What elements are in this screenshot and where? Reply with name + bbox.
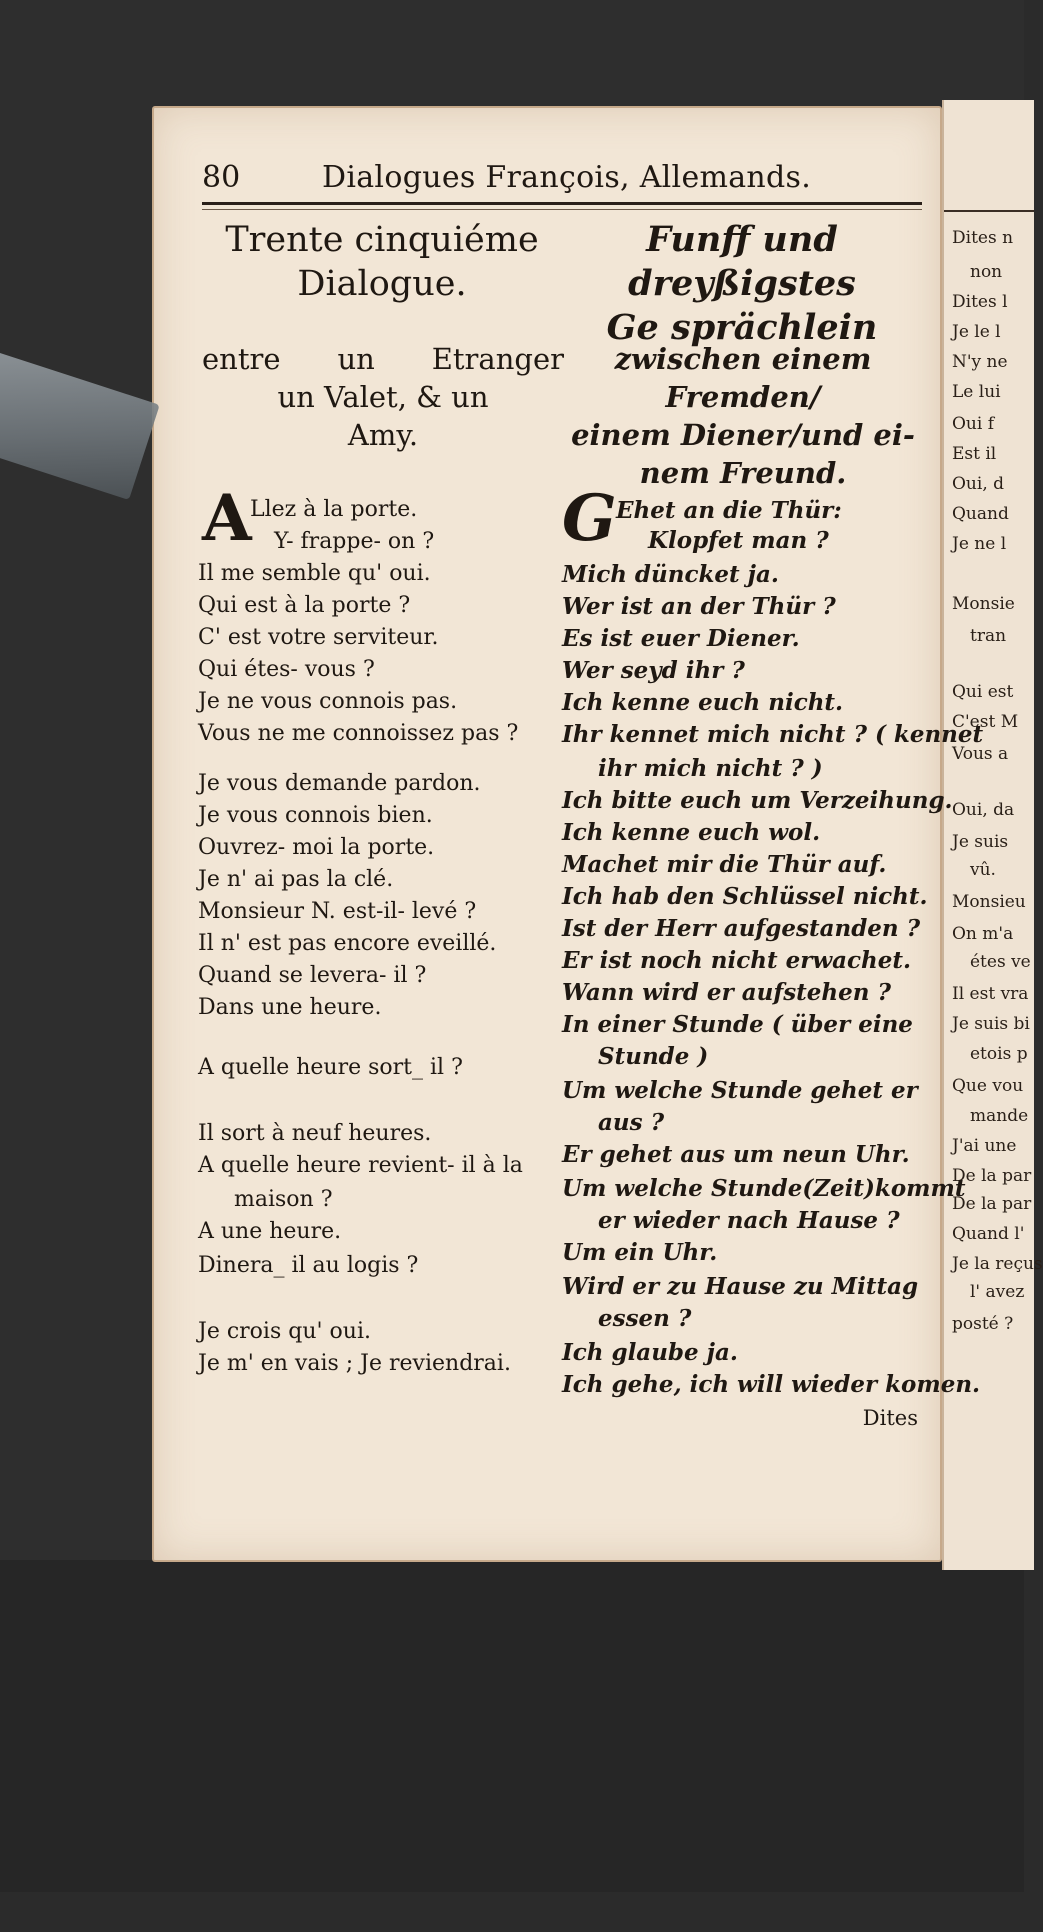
dialogue-line: Er gehet aus um neun Uhr.: [562, 1141, 910, 1168]
dialogue-line: Mich düncket ja.: [562, 561, 779, 588]
title-german-line: Funff und dreyßigstes: [628, 219, 856, 304]
facing-page-line: Vous a: [952, 744, 1009, 764]
dialogue-line: C' est votre serviteur.: [198, 625, 439, 650]
dialogue-line: Vous ne me connoissez pas ?: [198, 721, 519, 746]
facing-page-line: mande: [970, 1106, 1029, 1126]
running-head: Dialogues François, Allemands.: [322, 160, 812, 195]
dialogue-line: Um welche Stunde gehet er: [562, 1077, 918, 1104]
subtitle-word: entre: [202, 342, 281, 376]
header-rule-thin: [202, 209, 922, 210]
dialogue-line: aus ?: [598, 1109, 665, 1136]
dialogue-line: Quand se levera- il ?: [198, 963, 427, 988]
dialogue-line: Je vous connois bien.: [198, 803, 433, 828]
facing-page-line: l' avez: [970, 1282, 1025, 1302]
dialogue-line: Ich kenne euch wol.: [562, 819, 821, 846]
dialogue-line: er wieder nach Hause ?: [598, 1207, 900, 1234]
dialogue-line: Wird er zu Hause zu Mittag: [562, 1273, 919, 1300]
dialogue-line: Je crois qu' oui.: [198, 1319, 371, 1344]
dialogue-line: Ihr kennet mich nicht ? ( kennet: [562, 721, 984, 748]
dialogue-line: Je vous demande pardon.: [198, 771, 481, 796]
facing-page-line: Oui, d: [952, 474, 1005, 494]
facing-page-line: étes ve: [970, 952, 1031, 972]
page-number: 80: [202, 160, 241, 195]
facing-page-line: Je suis bi: [952, 1014, 1030, 1034]
dialogue-line: Wann wird er aufstehen ?: [562, 979, 891, 1006]
dialogue-line: Monsieur N. est-il- levé ?: [198, 899, 477, 924]
dialogue-line: Klopfet man ?: [648, 527, 829, 554]
facing-page-line: Le lui: [952, 382, 1001, 402]
facing-page-line: Je le l: [952, 322, 1001, 342]
facing-page-line: C'est M: [952, 712, 1019, 732]
dialogue-line: Je n' ai pas la clé.: [198, 867, 394, 892]
facing-page-line: Il est vra: [952, 984, 1029, 1004]
subtitle-word: un: [337, 342, 375, 376]
subtitle-line: zwischen einem Fremden/: [614, 342, 872, 414]
title-french-line: Trente cinquiéme: [225, 220, 539, 260]
dialogue-line: Qui est à la porte ?: [198, 593, 411, 618]
dialogue-line: Il me semble qu' oui.: [198, 561, 431, 586]
facing-page-line: Qui est: [952, 682, 1014, 702]
facing-page-line: Je ne l: [952, 534, 1007, 554]
dialogue-line: Es ist euer Diener.: [562, 625, 800, 652]
facing-page-line: Est il: [952, 444, 997, 464]
dialogue-line: Llez à la porte.: [250, 497, 418, 522]
facing-page-line: vû.: [970, 860, 996, 880]
dialogue-line: Wer ist an der Thür ?: [562, 593, 836, 620]
dialogue-line: Ouvrez- moi la porte.: [198, 835, 435, 860]
dialogue-line: Dinera_ il au logis ?: [198, 1253, 419, 1278]
dialogue-line: Ist der Herr aufgestanden ?: [562, 915, 921, 942]
facing-page: [942, 100, 1043, 1570]
title-french: [202, 218, 562, 306]
facing-page-line: Je la reçus: [952, 1254, 1043, 1274]
title-french-line: Dialogue.: [297, 264, 467, 304]
facing-page-line: N'y ne: [952, 352, 1008, 372]
dialogue-line: Er ist noch nicht erwachet.: [562, 947, 912, 974]
subtitle-line: un Valet, & un: [277, 380, 489, 414]
dialogue-line: Qui étes- vous ?: [198, 657, 375, 682]
dialogue-line: Je ne vous connois pas.: [198, 689, 458, 714]
dialogue-line: In einer Stunde ( über eine: [562, 1011, 913, 1038]
facing-page-line: Monsie: [952, 594, 1015, 614]
dialogue-line: Ich glaube ja.: [562, 1339, 738, 1366]
dialogue-line: maison ?: [234, 1187, 333, 1212]
header-rule: [202, 202, 922, 205]
subtitle-line: einem Diener/und ei-: [571, 418, 915, 452]
facing-page-line: Oui f: [952, 414, 995, 434]
dialogue-line: Ehet an die Thür:: [616, 497, 842, 524]
dialogue-line: A quelle heure sort_ il ?: [198, 1055, 463, 1080]
dialogue-line: Ich hab den Schlüssel nicht.: [562, 883, 928, 910]
subtitle-line: Amy.: [347, 418, 419, 452]
facing-page-line: On m'a: [952, 924, 1014, 944]
drop-cap: G: [562, 481, 617, 556]
subtitle-german: [562, 340, 924, 492]
facing-page-line: Je suis: [952, 832, 1009, 852]
facing-page-line: tran: [970, 626, 1007, 646]
facing-page-line: Dites l: [952, 292, 1008, 312]
dialogue-line: A quelle heure revient- il à la: [198, 1153, 523, 1178]
dialogue-line: Ich kenne euch nicht.: [562, 689, 844, 716]
facing-page-line: posté ?: [952, 1314, 1014, 1334]
catchword: Dites: [862, 1406, 918, 1430]
facing-page-line: Oui, da: [952, 800, 1015, 820]
dialogue-line: Ich bitte euch um Verzeihung.: [562, 787, 953, 814]
dialogue-line: Stunde ): [598, 1043, 709, 1070]
dialogue-line: Um ein Uhr.: [562, 1239, 718, 1266]
title-german-line: Ge sprächlein: [606, 307, 878, 348]
facing-page-line: non: [970, 262, 1003, 282]
dialogue-line: Ich gehe, ich will wieder komen.: [562, 1371, 981, 1398]
dialogue-line: Y- frappe- on ?: [274, 529, 435, 554]
facing-page-line: Monsieu: [952, 892, 1026, 912]
dialogue-line: Wer seyd ihr ?: [562, 657, 745, 684]
facing-page-line: J'ai une: [952, 1136, 1017, 1156]
facing-page-line: Que vou: [952, 1076, 1024, 1096]
title-german: [562, 218, 922, 350]
facing-page-line: Quand: [952, 504, 1009, 524]
page-header: [202, 154, 922, 200]
drop-cap: A: [202, 481, 252, 556]
facing-page-line: etois p: [970, 1044, 1028, 1064]
dialogue-line: Dans une heure.: [198, 995, 382, 1020]
dialogue-line: Il sort à neuf heures.: [198, 1121, 432, 1146]
facing-header-rule: [944, 210, 1034, 212]
dialogue-line: Il n' est pas encore eveillé.: [198, 931, 497, 956]
dialogue-line: Machet mir die Thür auf.: [562, 851, 887, 878]
scan-background-lower: [0, 1560, 1024, 1892]
facing-page-line: De la par: [952, 1166, 1032, 1186]
facing-page-line: Dites n: [952, 228, 1014, 248]
dialogue-line: A une heure.: [198, 1219, 342, 1244]
dialogue-line: Um welche Stunde(Zeit)kommt: [562, 1175, 966, 1202]
dialogue-line: ihr mich nicht ? ): [598, 755, 823, 782]
subtitle-word: Etranger: [431, 342, 564, 376]
dialogue-line: Je m' en vais ; Je reviendrai.: [198, 1351, 511, 1376]
dialogue-line: essen ?: [598, 1305, 692, 1332]
facing-page-line: De la par: [952, 1194, 1032, 1214]
subtitle-line: nem Freund.: [639, 456, 847, 490]
facing-page-line: Quand l': [952, 1224, 1025, 1244]
subtitle-french: [202, 340, 564, 454]
